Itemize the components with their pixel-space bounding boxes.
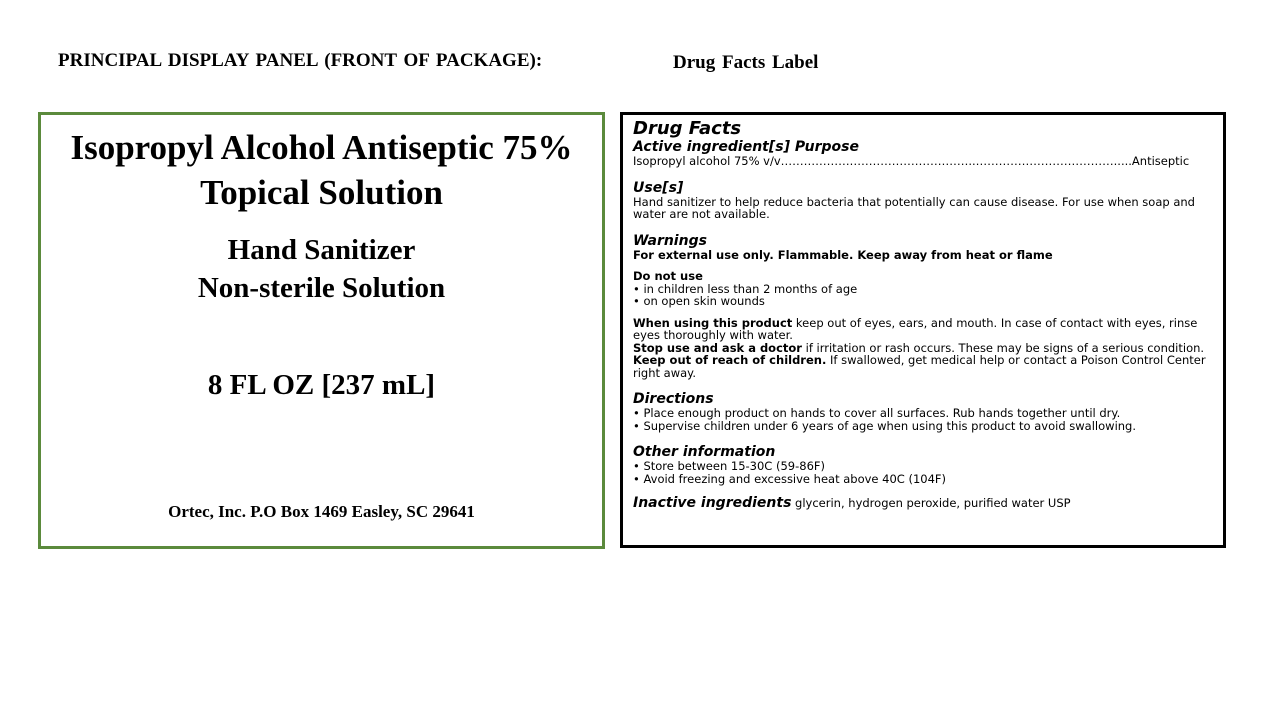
other-information-heading: Other information xyxy=(633,444,776,460)
product-title-line2: Topical Solution xyxy=(200,173,443,212)
inactive-ingredients-paragraph xyxy=(633,497,1215,510)
pdp-header: PRINCIPAL DISPLAY PANEL (FRONT OF PACKAGE): xyxy=(58,50,543,71)
product-volume: 8 FL OZ [237 mL] xyxy=(207,369,436,401)
other-information-item: • Store between 15-30C (59-86F) xyxy=(633,460,1215,473)
when-using-paragraph xyxy=(633,317,1215,342)
drug-facts-label-header: Drug Facts Label xyxy=(673,52,819,73)
directions-heading: Directions xyxy=(633,391,714,407)
product-subtitle-line1: Hand Sanitizer xyxy=(227,234,416,266)
drug-facts-panel xyxy=(620,112,1226,548)
inactive-ingredients-heading: Inactive ingredients xyxy=(633,495,792,511)
warnings-external: For external use only. Flammable. Keep away from heat or flame xyxy=(633,247,1053,262)
stop-use-text: if irritation or rash occurs. These may be signs of a serious condition. xyxy=(801,340,1205,355)
directions-item: • Place enough product on hands to cover all surfaces. Rub hands together until dry. xyxy=(633,407,1215,420)
when-using-label: When using this product xyxy=(633,315,793,330)
active-ingredient-line: Isopropyl alcohol 75% v/v……………….…………………………..……………………………….....Antiseptic xyxy=(633,155,1190,168)
product-subtitle xyxy=(41,231,602,307)
product-title-line1: Isopropyl Alcohol Antiseptic 75% xyxy=(70,128,573,167)
inactive-ingredients-text: glycerin, hydrogen peroxide, purified water USP xyxy=(791,496,1071,510)
other-information-item: • Avoid freezing and excessive heat above 40C (104F) xyxy=(633,473,1215,486)
stop-use-label: Stop use and ask a doctor xyxy=(633,340,802,355)
directions-item: • Supervise children under 6 years of age when using this product to avoid swallowing. xyxy=(633,420,1215,433)
manufacturer-address: Ortec, Inc. P.O Box 1469 Easley, SC 29641 xyxy=(168,502,475,521)
keep-out-text: If swallowed, get medical help or contact a Poison Control Center right away. xyxy=(633,353,1206,380)
do-not-use-item: • on open skin wounds xyxy=(633,295,1215,308)
when-using-text: keep out of eyes, ears, and mouth. In case of contact with eyes, rinse eyes thoroughly with water. xyxy=(633,315,1198,342)
product-subtitle-line2: Non-sterile Solution xyxy=(197,272,446,304)
active-ingredient-heading: Active ingredient[s] Purpose xyxy=(633,139,859,155)
keep-out-paragraph xyxy=(633,354,1215,379)
do-not-use-item: • in children less than 2 months of age xyxy=(633,283,1215,296)
warnings-heading: Warnings xyxy=(633,232,707,249)
do-not-use-heading: Do not use xyxy=(633,269,703,283)
principal-display-panel xyxy=(38,112,605,549)
keep-out-label: Keep out of reach of children. xyxy=(633,353,827,367)
uses-heading: Use[s] xyxy=(633,179,684,196)
drug-facts-title: Drug Facts xyxy=(633,118,742,139)
product-title xyxy=(41,125,602,215)
uses-text: Hand sanitizer to help reduce bacteria that potentially can cause disease. For use when soap and water are not available. xyxy=(633,194,1195,221)
